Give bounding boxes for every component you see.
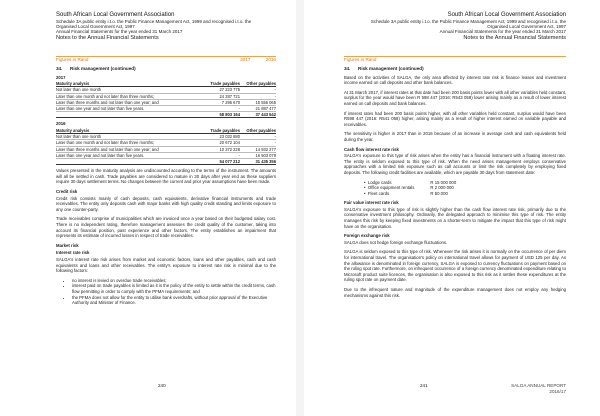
cell-value: - — [240, 134, 276, 140]
body-paragraph: SALGA does not hedge foreign exchange fluctuations. — [344, 239, 448, 245]
header-line: Organised Local Government Act, 1997 — [56, 24, 135, 30]
page-number: 241 — [420, 383, 428, 388]
page-number: 240 — [158, 383, 166, 388]
list-item — [364, 191, 472, 197]
table-total-row — [56, 112, 276, 118]
total-value: 58 803 164 — [204, 112, 240, 118]
col-header: Trade payables — [204, 128, 240, 134]
facility-value: R 15 000 000 — [430, 179, 457, 185]
subheading: Cash flow interest rate risk — [344, 146, 399, 152]
header-line: Annual Financial Statements for the year ended 31 March 2017 — [56, 29, 183, 35]
facility-label: • Office equipment rentals — [364, 185, 415, 191]
credit-facilities-list — [364, 180, 472, 197]
section-title: Risk management (continued) — [358, 66, 424, 71]
page-gutter — [296, 0, 304, 416]
running-head — [344, 57, 566, 62]
col-header: Maturity analysis — [56, 128, 204, 134]
cell-value: - — [240, 87, 276, 93]
body-paragraph: Credit risk consists mainly of cash deposits, cash equivalents, derivative financial instruments and trade receivables. The entity only deposits cash with major banks with high quality credit standing and limits exposure to any one counter-party. — [56, 195, 276, 212]
list-item: • no interest is levied on overdue trade receivables; — [72, 278, 276, 284]
table-year-label: 2017 — [56, 74, 66, 80]
footer-title: SALGA ANNUAL REPORT — [511, 383, 566, 388]
bullet-list — [56, 278, 276, 306]
table-year-label: 2016 — [56, 121, 66, 127]
row-label: Later than one month and not later than three months; — [56, 93, 204, 99]
body-paragraph: Values presented in the maturity analysis are undiscounted according to the terms of the instrument. The amounts will all be settled in cash. Trade payables are considered to mature in 30 days after year end as these suppliers require 30 days settlement terms. No changes between the current and prior year assumptions have been made. — [56, 168, 276, 185]
subheading: Interest rate risk — [56, 250, 90, 256]
footer-year: 2016/17 — [549, 388, 566, 394]
page-header — [344, 12, 566, 41]
run-head-label: Figures in Rand — [344, 57, 377, 62]
body-paragraph: SALGA's exposure to this type of risk arises when the entity has a financial instrument with a floating interest rate. The entity is seldom exposed to this type of risk. When the need arises management employs conservative approaches with a limited risk exposure such as call accounts or limit the risk completely by employing fixed deposits. The following credit facilities are available, which are payable 30 days from statement date: — [344, 153, 566, 175]
cell-value: - — [204, 106, 240, 112]
header-line: Schedule 3A public entity i.t.o. the Public Finance Management Act, 1999 and recognised i.t.o. the — [370, 19, 566, 24]
row-label: Later than three months and not later than one year; and — [56, 146, 204, 152]
col-header: Trade payables — [204, 81, 240, 87]
cell-value: 23 032 880 — [204, 134, 240, 140]
cell-value: 20 672 104 — [204, 140, 240, 146]
header-line: Annual Financial Statements for the year ended 31 March 2017 — [439, 29, 566, 35]
cell-value: 10 372 228 — [204, 146, 240, 152]
left-page — [0, 0, 296, 416]
section-title: Risk management (continued) — [70, 66, 136, 71]
year-current: 2017 — [240, 57, 251, 62]
maturity-table-2017 — [56, 81, 276, 118]
row-label: Later than one month and not later than three months; — [56, 140, 204, 146]
body-paragraph: The sensitivity is higher in 2017 than in 2016 because of an increase in average cash and cash equivalents held during the year. — [344, 131, 566, 142]
section-heading — [56, 66, 276, 72]
cell-value: 21 887 477 — [240, 106, 276, 112]
cell-value: 27 223 775 — [204, 87, 240, 93]
report-footer — [511, 383, 566, 394]
cell-value: 24 287 721 — [204, 93, 240, 99]
year-previous: 2016 — [265, 57, 276, 62]
subheading: Credit risk — [56, 189, 78, 194]
page-header — [56, 12, 276, 41]
row-label: Later than one year and not later than five years. — [56, 152, 204, 158]
cell-value: - — [204, 152, 240, 158]
subheading: Foreign exchange risk — [344, 233, 390, 239]
org-name: South African Local Government Association — [56, 12, 175, 18]
total-value: 31 435 356 — [240, 159, 276, 165]
facility-value: R 50 000 — [430, 190, 448, 196]
right-page — [304, 0, 600, 416]
facility-label: • Lodge cards — [364, 179, 392, 185]
facility-value: R 2 000 000 — [430, 185, 454, 191]
section-number: 34. — [344, 66, 351, 71]
body-paragraph: If interest rates had been 200 basis points higher, with all other variables held constant, surplus would have been R598 447 (2016: R541 058) higher, arising mainly as a result of higher interest earned on variable payable and receivables. — [344, 110, 566, 127]
list-item: • the PFMA does not allow for the entity to utilise bank overdrafts, without prior approval of the Executive Authority and Minister of Finance. — [72, 295, 276, 306]
cell-value: 7 295 670 — [204, 99, 240, 105]
row-label — [56, 159, 204, 165]
cell-value: 15 556 065 — [240, 99, 276, 105]
left-content — [56, 66, 276, 310]
running-head — [56, 57, 276, 62]
row-label: Later than one year and not later than five years. — [56, 106, 204, 112]
total-value: 54 077 212 — [204, 159, 240, 165]
row-label — [56, 112, 204, 118]
cell-value: 14 932 277 — [240, 146, 276, 152]
cell-value: 16 503 079 — [240, 152, 276, 158]
org-name: South African Local Government Association — [447, 12, 566, 18]
section-heading — [344, 66, 566, 72]
body-paragraph: SALGA's interest rate risk arises from market and economic factors, loans and other payables, cash and cash equivalents and loans and other receivables. The entity's exposure to interest rate risk is minimal due to the following factors: — [56, 256, 276, 274]
doc-title: Notes to the Annual Financial Statements — [56, 34, 159, 41]
list-item: • interest paid on trade payables is limited as it is the policy of the entity to settle within the credit terms, cash flow permitting in order to comply with the PFMA requirements; and — [72, 283, 276, 294]
cell-value: - — [240, 140, 276, 146]
body-paragraph: Trade receivables comprise of municipalities which are invoiced once a year based on their budgeted salary cost. There is no independent rating, therefore management assesses the credit quality of the customer, taking into account its financial position, past experience and other factors. The entity establishes an impairment that represents its estimate of incurred losses in respect of trade receivables. — [56, 216, 276, 239]
col-header: Maturity analysis — [56, 81, 204, 87]
section-number: 34. — [56, 66, 63, 71]
run-head-label: Figures in Rand — [56, 57, 89, 62]
body-paragraph: At 31 March 2017, if interest rates at that date had been 200 basis points lower with all other variables held constant, surplus for the year would have been R 598 447 (2016: R543 058) lower arising mainly as a result of lower interest earned on call deposits and bank balances. — [344, 89, 566, 106]
body-paragraph: Based on the activities of SALGA, the only area affected by interest rate risk is finance leases and investment income earned on call deposits and other bank balances. — [344, 74, 566, 86]
row-label: Later than three months and not later than one year; and — [56, 99, 204, 105]
row-label: Not later than one month — [56, 134, 204, 140]
header-line: Schedule 3A public entity i.t.o. the Public Finance Management Act, 1999 and recognised i.t.o. the — [56, 19, 252, 24]
cell-value: - — [240, 93, 276, 99]
subheading: Market risk — [56, 242, 79, 248]
table-total-row — [56, 159, 276, 165]
body-paragraph: Due to the infrequent nature and magnitude of the expenditure management does not employ any hedging mechanisms against this risk. — [344, 287, 566, 298]
col-header: Other payables — [240, 81, 276, 87]
col-header: Other payables — [240, 128, 276, 134]
subheading: Fair value interest rate risk — [344, 200, 399, 206]
header-line: Organised Local Government Act, 1997 — [487, 24, 566, 30]
maturity-table-2016 — [56, 128, 276, 165]
facility-label: • Fleet cards — [364, 190, 390, 196]
total-value: 37 443 542 — [240, 112, 276, 118]
body-paragraph: SALGA's exposure to this type of risk is slightly higher than the cash flow interest rate risk, primarily due to the conservative investment philosophy. Ordinarily, the delegated approach to minimise this type of risk. The entity manages this risk by keeping fixed investments on a shorter-term to mitigate the impact that this type of risk might have on the organisation. — [344, 206, 566, 229]
body-paragraph: SALGA is seldom exposed to this type of risk. Whenever the risk arises it is normally on the occurrence of per diem for international travel. The organisation's policy on international travel allows for payment of USD 125 per day. As the allowance is denominated in foreign currency, SALGA is exposed to currency fluctuations on payment based on the ruling spot rate. Furthermore, on infrequent occurrence of a foreign currency denominated expenditure relating to Microsoft product suite licences, the organisation is also exposed to this risk as it settles these expenditures at the ruling spot rate on payment date. — [344, 249, 566, 283]
row-label: Not later than one month — [56, 87, 204, 93]
doc-title: Notes to the Annual Financial Statements — [463, 34, 566, 41]
right-content — [344, 66, 566, 302]
